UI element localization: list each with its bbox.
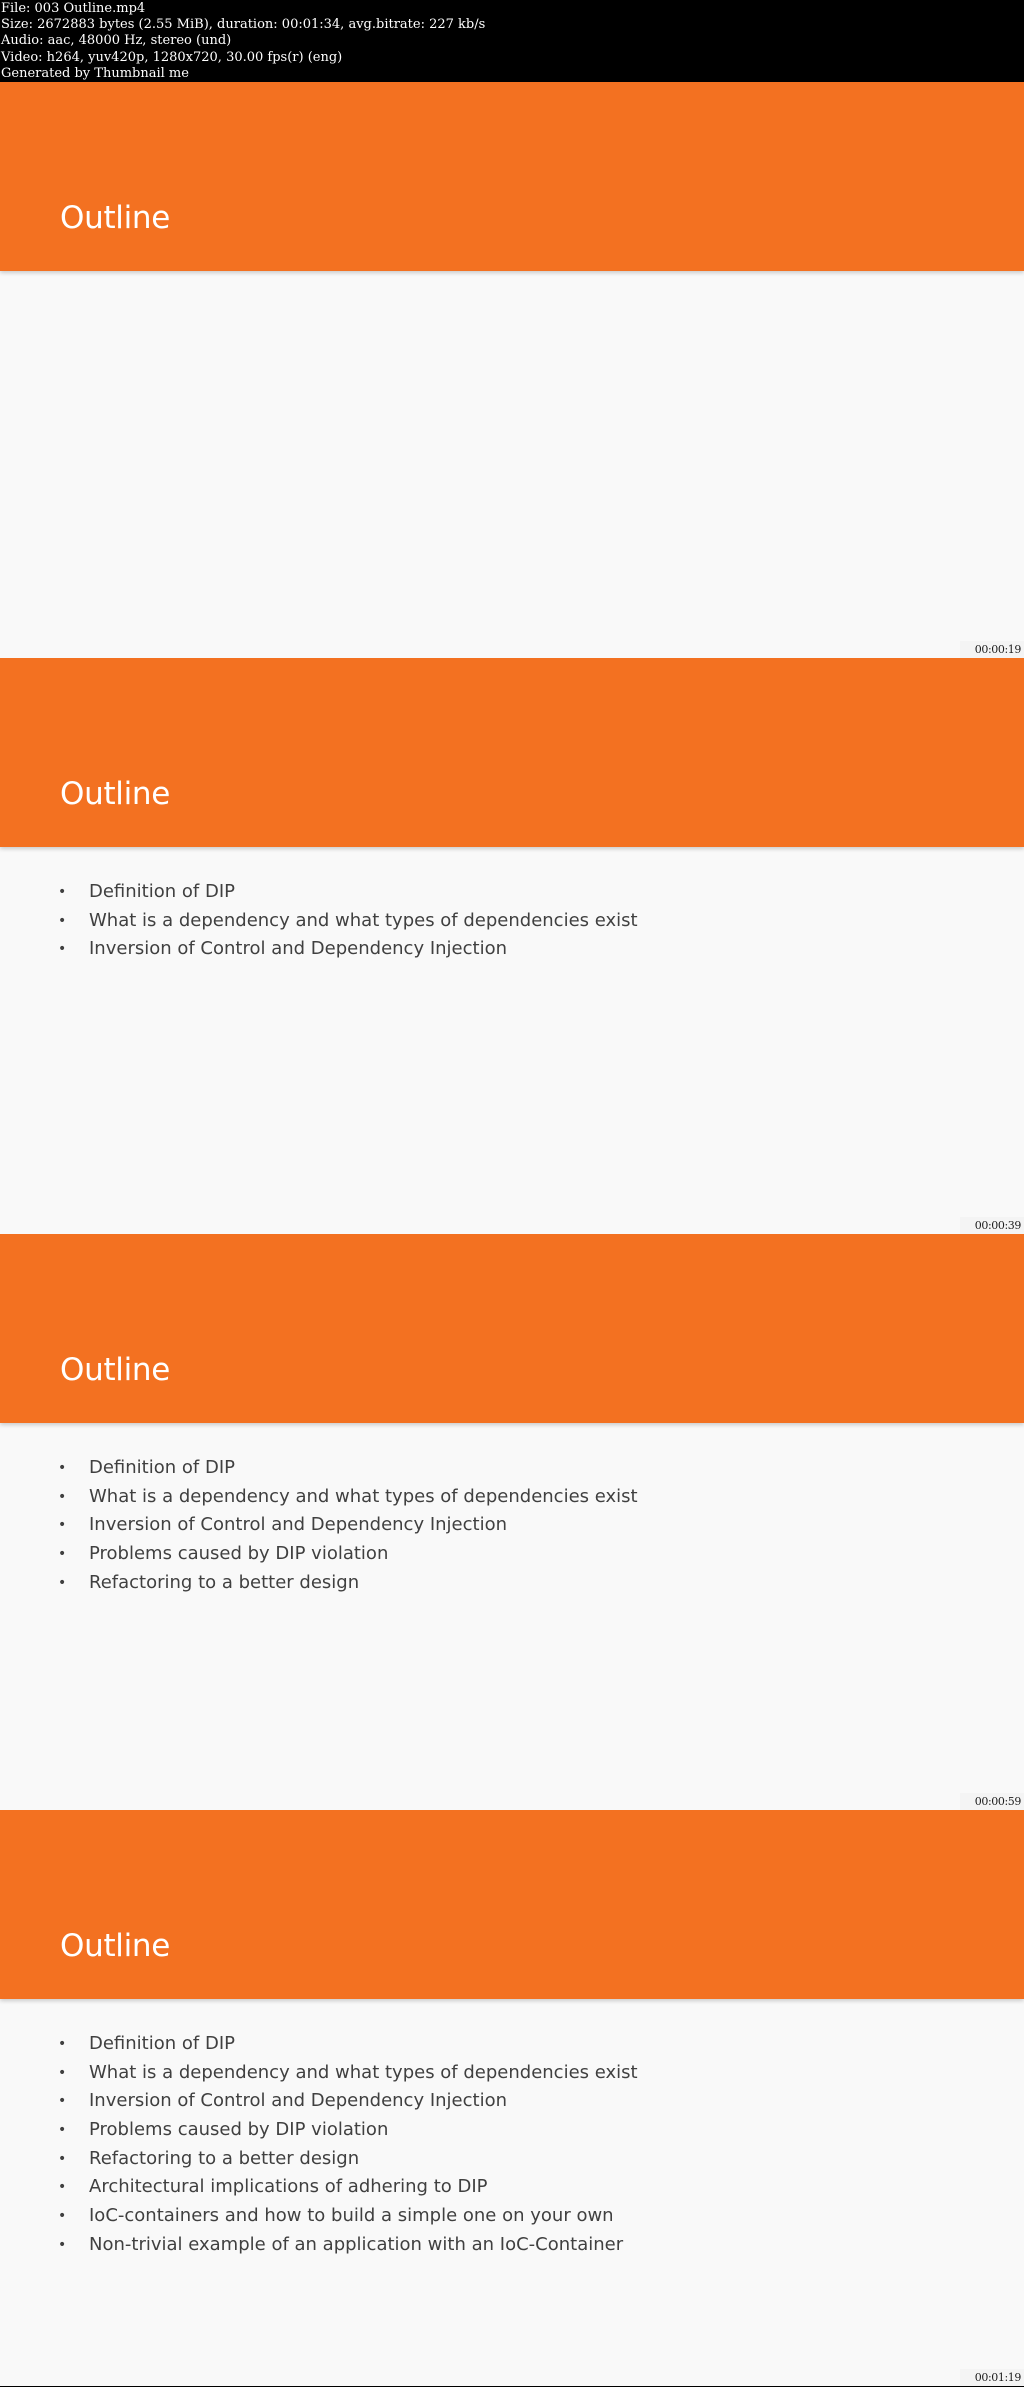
- thumbnail-frame-4: [0, 1810, 1024, 2386]
- outline-bullet-item: [58, 907, 638, 936]
- outline-bullet-item: [58, 2231, 638, 2260]
- bullet-dot-icon: •: [58, 941, 67, 958]
- bullet-dot-icon: •: [58, 1488, 67, 1505]
- frame-timestamp: 00:00:59: [960, 1793, 1024, 1810]
- video-info-header: [0, 0, 1024, 82]
- frame-timestamp: 00:01:19: [960, 2369, 1024, 2386]
- outline-bullet-item: [58, 1569, 638, 1598]
- slide-title: Outline: [60, 1928, 171, 1964]
- generator-line: Generated by Thumbnail me: [1, 65, 189, 81]
- bullet-text: IoC-containers and how to build a simple one on your own: [89, 2205, 614, 2227]
- file-size-line: Size: 2672883 bytes (2.55 MiB), duration: 00:01:34, avg.bitrate: 227 kb/s: [1, 17, 486, 33]
- bullet-dot-icon: •: [58, 2150, 67, 2167]
- bullet-dot-icon: •: [58, 2179, 67, 2196]
- thumbnail-frame-3: [0, 1234, 1024, 1810]
- thumbnail-frame-1: [0, 82, 1024, 658]
- bullet-dot-icon: •: [58, 2122, 67, 2139]
- bullet-text: Inversion of Control and Dependency Injection: [89, 2090, 507, 2112]
- bullet-text: What is a dependency and what types of dependencies exist: [89, 1485, 638, 1507]
- slide-header-bar: [0, 1234, 1024, 1423]
- bullet-text: What is a dependency and what types of dependencies exist: [89, 909, 638, 931]
- bullet-text: What is a dependency and what types of dependencies exist: [89, 2061, 638, 2083]
- outline-bullet-item: [58, 1540, 638, 1569]
- bullet-list: [58, 878, 638, 964]
- outline-bullet-item: [58, 1483, 638, 1512]
- slide-header-bar: [0, 1810, 1024, 1999]
- bullet-text: Refactoring to a better design: [89, 2147, 360, 2169]
- bullet-dot-icon: •: [58, 2208, 67, 2225]
- bullet-text: Definition of DIP: [89, 881, 235, 902]
- slide-title: Outline: [60, 1352, 171, 1388]
- outline-bullet-item: [58, 2202, 638, 2231]
- slide-header-bar: [0, 658, 1024, 847]
- outline-bullet-item: [58, 2145, 638, 2174]
- bullet-dot-icon: •: [58, 1460, 67, 1476]
- outline-bullet-item: [58, 2116, 638, 2145]
- bullet-dot-icon: •: [58, 2236, 67, 2253]
- video-info-line: Video: h264, yuv420p, 1280x720, 30.00 fps(r) (eng): [1, 49, 343, 65]
- outline-bullet-item: [58, 2173, 638, 2202]
- outline-bullet-item: [58, 2030, 638, 2059]
- bullet-dot-icon: •: [58, 2093, 67, 2110]
- slide-header-bar: [0, 82, 1024, 271]
- outline-bullet-item: [58, 935, 638, 964]
- bullet-text: Problems caused by DIP violation: [89, 1543, 389, 1565]
- bullet-text: Inversion of Control and Dependency Injection: [89, 1514, 507, 1536]
- file-name-line: File: 003 Outline.mp4: [1, 1, 146, 16]
- bullet-dot-icon: •: [58, 912, 67, 929]
- outline-bullet-item: [58, 2059, 638, 2088]
- bullet-dot-icon: •: [58, 1517, 67, 1534]
- bullet-dot-icon: •: [58, 1546, 67, 1563]
- bullet-dot-icon: •: [58, 2036, 67, 2052]
- bullet-text: Definition of DIP: [89, 1457, 235, 1478]
- bullet-list: [58, 2030, 638, 2260]
- bullet-text: Problems caused by DIP violation: [89, 2119, 389, 2141]
- bullet-dot-icon: •: [58, 2064, 67, 2081]
- bullet-text: Architectural implications of adhering to DIP: [89, 2176, 488, 2198]
- thumbnail-frame-2: [0, 658, 1024, 1234]
- outline-bullet-item: [58, 1511, 638, 1540]
- outline-bullet-item: [58, 2087, 638, 2116]
- bullet-dot-icon: •: [58, 1574, 67, 1591]
- frame-timestamp: 00:00:19: [960, 641, 1024, 658]
- bullet-list: [58, 1454, 638, 1597]
- audio-info-line: Audio: aac, 48000 Hz, stereo (und): [1, 33, 232, 49]
- slide-title: Outline: [60, 776, 171, 812]
- bullet-text: Refactoring to a better design: [89, 1571, 360, 1593]
- slide-title: Outline: [60, 200, 171, 236]
- bullet-text: Inversion of Control and Dependency Injection: [89, 938, 507, 960]
- outline-bullet-item: [58, 1454, 638, 1483]
- bullet-text: Definition of DIP: [89, 2033, 235, 2054]
- bullet-text: Non-trivial example of an application with an IoC-Container: [89, 2233, 624, 2255]
- bullet-dot-icon: •: [58, 884, 67, 900]
- outline-bullet-item: [58, 878, 638, 907]
- frame-timestamp: 00:00:39: [960, 1217, 1024, 1234]
